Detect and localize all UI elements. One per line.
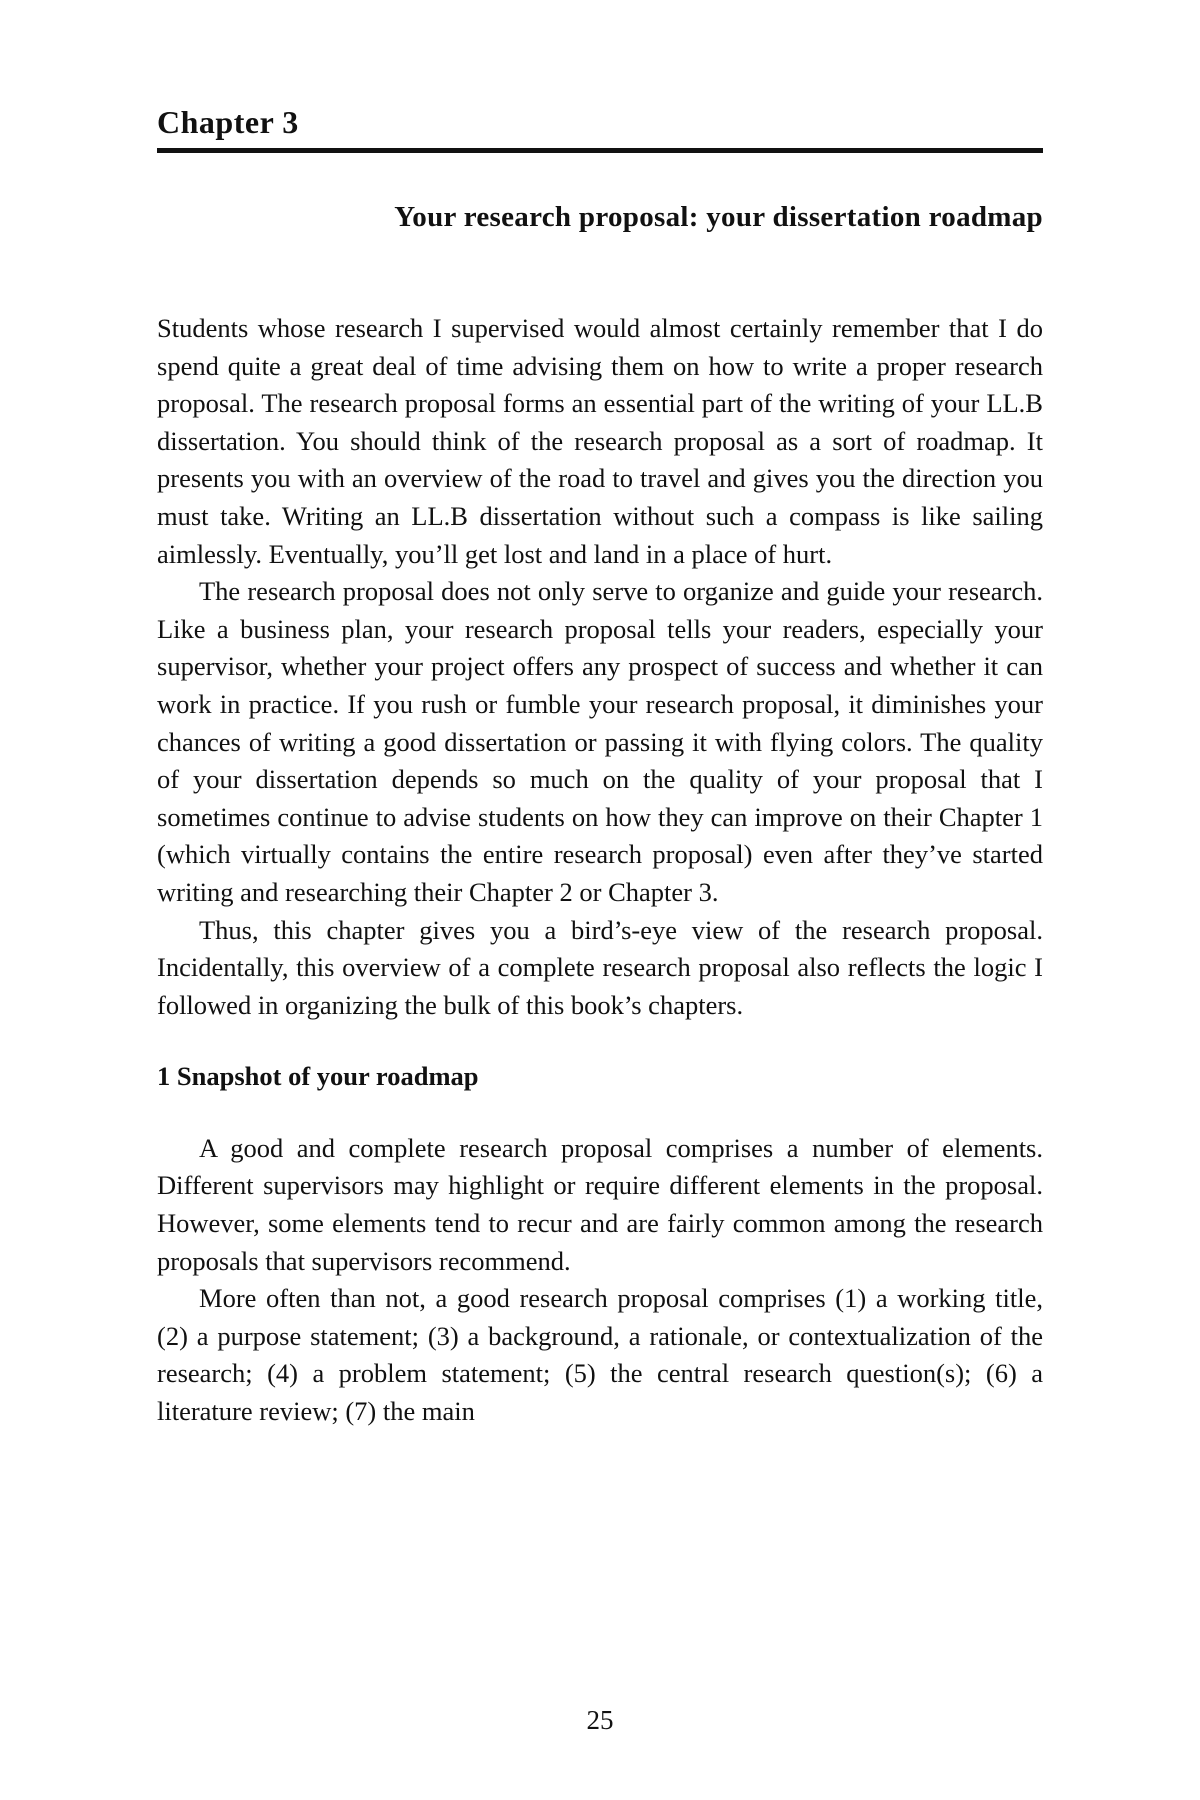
chapter-title: Your research proposal: your dissertation roadmap	[394, 201, 1043, 233]
page-content	[157, 100, 1043, 1431]
section-paragraph-1: A good and complete research proposal comprises a number of elements. Different supervisors may highlight or require different elements in the proposal. However, some elements tend to recur and are fairly common among the research proposals that supervisors recommend.	[157, 1132, 1043, 1276]
chapter-divider	[157, 148, 1043, 153]
page-number: 25	[586, 1705, 614, 1735]
section-paragraph-2: More often than not, a good research proposal comprises (1) a working title, (2) a purpose statement; (3) a background, a rationale, or contextualization of the research; (4) a problem statement; (5) the central research question(s); (6) a literature review; (7) the main	[157, 1283, 1043, 1427]
intro-paragraph-3: Thus, this chapter gives you a bird’s-eye view of the research proposal. Incidentally, this overview of a complete research proposal also reflects the logic I followed in organizing the bulk of this book’s chapters.	[157, 914, 1043, 1020]
chapter-label: Chapter 3	[157, 104, 299, 140]
section-heading: 1 Snapshot of your roadmap	[157, 1061, 479, 1092]
intro-paragraph-2: The research proposal does not only serve to organize and guide your research. Like a business plan, your research proposal tells your readers, especially your supervisor, whether your project offers any prospect of success and whether it can work in practice. If you rush or fumble your research proposal, it diminishes your chances of writing a good dissertation or passing it with flying colors. The quality of your dissertation depends so much on the quality of your proposal that I sometimes continue to advise students on how they can improve on their Chapter 1 (which virtually contains the entire research proposal) even after they’ve started writing and researching their Chapter 2 or Chapter 3.	[157, 576, 1043, 907]
intro-paragraph-1: Students whose research I supervised would almost certainly remember that I do spend quite a great deal of time advising them on how to write a proper research proposal. The research proposal forms an essential part of the writing of your LL.B dissertation. You should think of the research proposal as a sort of roadmap. It presents you with an overview of the road to travel and gives you the direction you must take. Writing an LL.B dissertation without such a compass is like sailing aimlessly. Eventually, you’ll get lost and land in a place of hurt.	[157, 313, 1043, 569]
